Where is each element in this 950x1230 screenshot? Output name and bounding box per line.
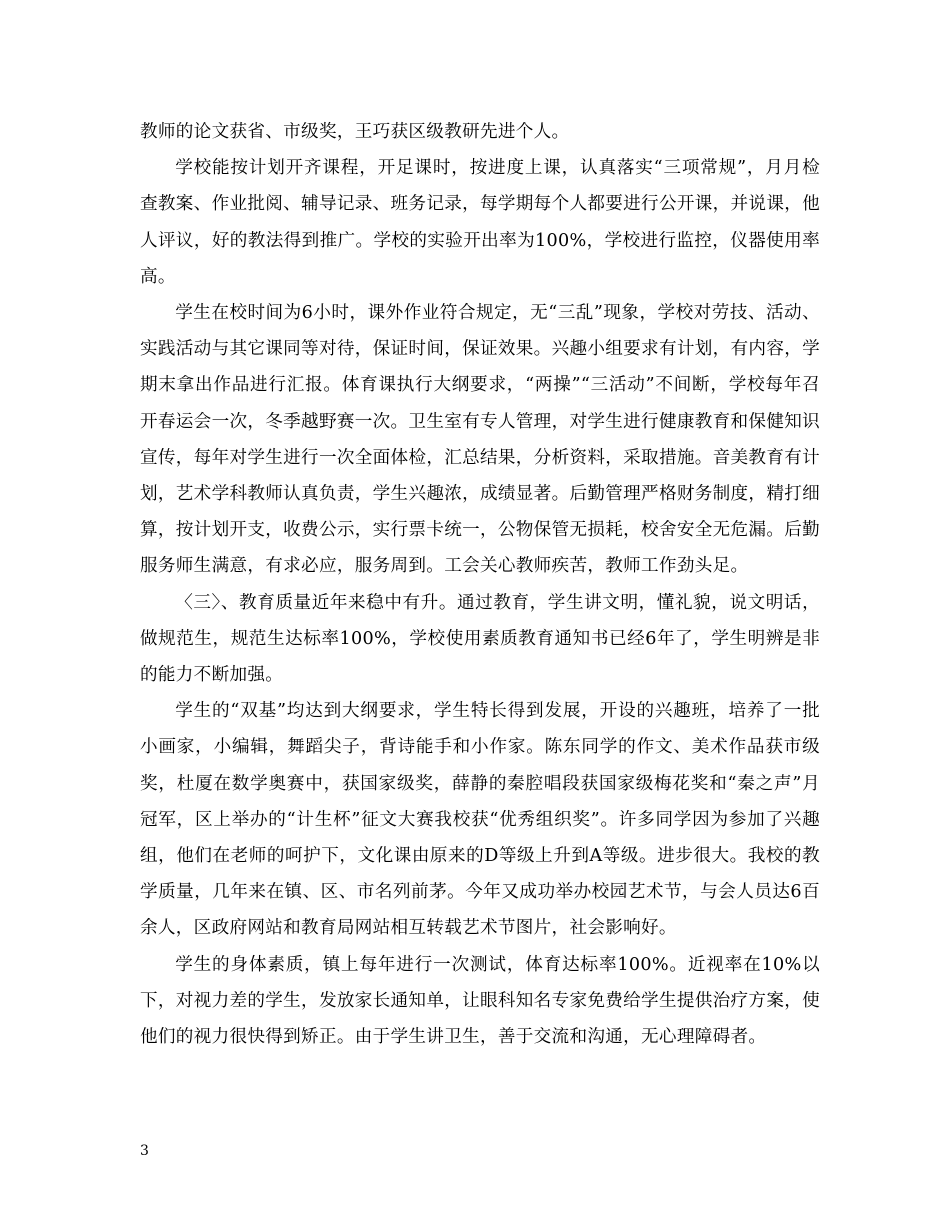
page-number: 3	[140, 1143, 149, 1159]
paragraph-4: 〈三〉、教育质量近年来稳中有升。通过教育，学生讲文明，懂礼貌，说文明话，做规范生，规范生达标率100%，学校使用素质教育通知书已经6年了，学生明辨是非的能力不断加强。	[140, 592, 820, 686]
paragraph-6: 学生的身体素质，镇上每年进行一次测试，体育达标率100%。近视率在10%以下，对视力差的学生，发放家长通知单，让眼科知名专家免费给学生提供治疗方案，使他们的视力很快得到矫正。由于学生讲卫生，善于交流和沟通，无心理障碍者。	[140, 954, 820, 1048]
paragraph-3: 学生在校时间为6小时，课外作业符合规定，无“三乱”现象，学校对劳技、活动、实践活动与其它课同等对待，保证时间，保证效果。兴趣小组要求有计划，有内容，学期末拿出作品进行汇报。体育课执行大纲要求，“两操”“三活动”不间断，学校每年召开春运会一次，冬季越野赛一次。卫生室有专人管理，对学生进行健康教育和保健知识宣传，每年对学生进行一次全面体检，汇总结果，分析资料，采取措施。音美教育有计划，艺术学科教师认真负责，学生兴趣浓，成绩显著。后勤管理严格财务制度，精打细算，按计划开支，收费公示，实行票卡统一，公物保管无损耗，校舍安全无危漏。后勤服务师生满意，有求必应，服务周到。工会关心教师疾苦，教师工作劲头足。	[140, 303, 820, 577]
paragraph-1: 教师的论文获省、市级奖，王巧获区级教研先进个人。	[140, 122, 570, 142]
paragraph-5: 学生的“双基”均达到大纲要求，学生特长得到发展，开设的兴趣班，培养了一批小画家，小编辑，舞蹈尖子，背诗能手和小作家。陈东同学的作文、美术作品获市级奖，杜厦在数学奥赛中，获国家级奖，薛静的秦腔唱段获国家级梅花奖和“秦之声”月冠军，区上举办的“计生杯”征文大赛我校获“优秀组织奖”。许多同学因为参加了兴趣组，他们在老师的呵护下，文化课由原来的D等级上升到A等级。进步很大。我校的教学质量，几年来在镇、区、市名列前茅。今年又成功举办校园艺术节，与会人员达6百余人，区政府网站和教育局网站相互转载艺术节图片，社会影响好。	[140, 701, 820, 939]
body-text	[140, 114, 820, 1055]
paragraph-2: 学校能按计划开齐课程，开足课时，按进度上课，认真落实“三项常规”，月月检查教案、作业批阅、辅导记录、班务记录，每学期每个人都要进行公开课，并说课，他人评议，好的教法得到推广。学校的实验开出率为100%，学校进行监控，仪器使用率高。	[140, 158, 820, 287]
